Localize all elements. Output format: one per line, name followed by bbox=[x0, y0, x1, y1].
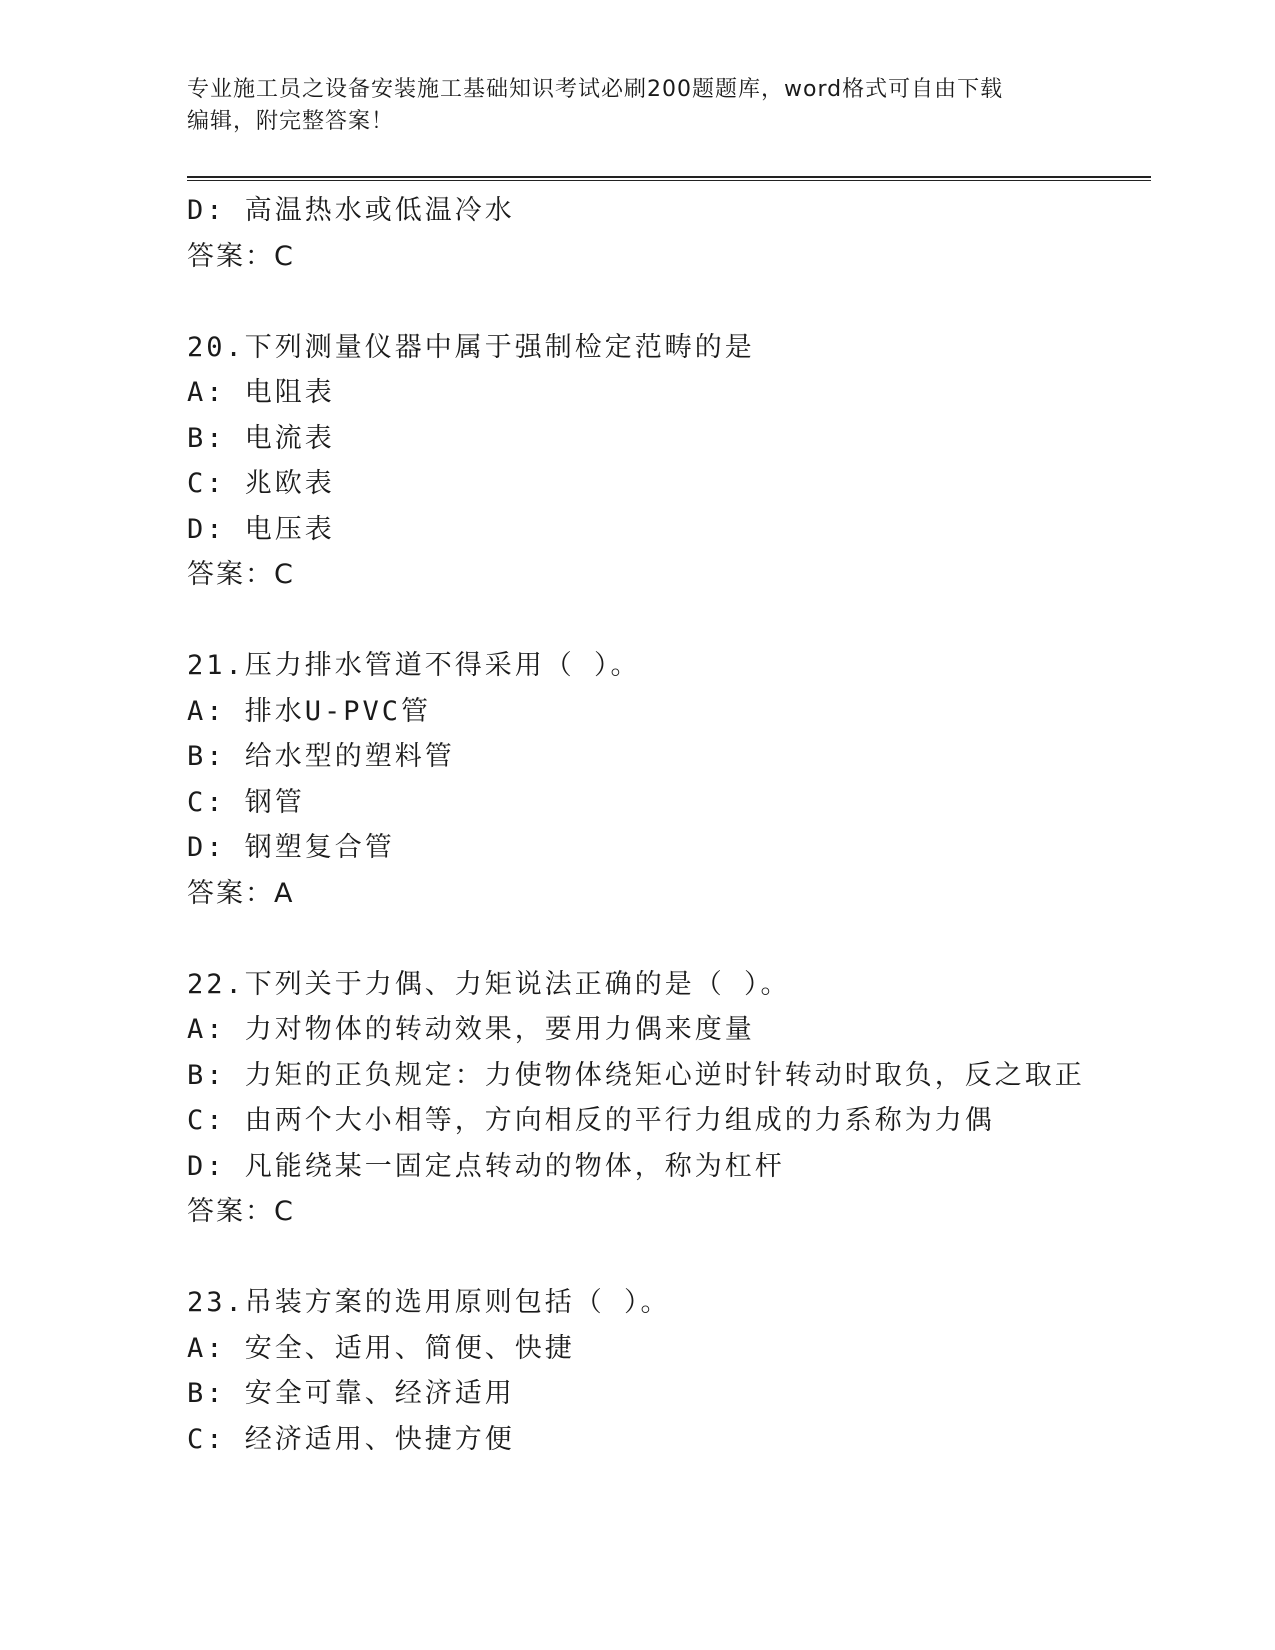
option-b: B: 力矩的正负规定：力使物体绕矩心逆时针转动时取负，反之取正 bbox=[187, 1059, 1085, 1091]
question-23 bbox=[187, 1280, 1087, 1462]
option-c: C: 钢管 bbox=[187, 786, 305, 818]
spacer bbox=[187, 598, 1087, 644]
option-b: B: 给水型的塑料管 bbox=[187, 741, 455, 772]
answer-label: 答案：C bbox=[187, 1196, 295, 1227]
option-c: C: 由两个大小相等，方向相反的平行力组成的力系称为力偶 bbox=[187, 1105, 995, 1136]
question-21 bbox=[187, 643, 1087, 916]
question-stem: 23.吊装方案的选用原则包括（ ）。 bbox=[187, 1287, 671, 1318]
option-d: D: 电压表 bbox=[187, 513, 335, 545]
option-c: C: 兆欧表 bbox=[187, 468, 335, 499]
question-22 bbox=[187, 962, 1087, 1235]
option-d: D: 钢塑复合管 bbox=[187, 832, 395, 863]
option-d: D: 高温热水或低温冷水 bbox=[187, 195, 515, 226]
spacer bbox=[187, 279, 1087, 325]
page-header bbox=[187, 74, 1067, 138]
header-title-line-1: 专业施工员之设备安装施工基础知识考试必刷200题题库，word格式可自由下载 bbox=[187, 77, 1004, 102]
question-stem: 22.下列关于力偶、力矩说法正确的是（ ）。 bbox=[187, 968, 791, 1000]
option-a: A: 排水U-PVC管 bbox=[187, 695, 432, 727]
spacer bbox=[187, 1235, 1087, 1281]
answer-label: 答案：C bbox=[187, 240, 295, 272]
option-b: B: 电流表 bbox=[187, 422, 335, 454]
question-list bbox=[187, 188, 1087, 1462]
option-a: A: 电阻表 bbox=[187, 377, 335, 408]
header-title-line-2: 编辑，附完整答案！ bbox=[187, 109, 395, 134]
answer-label: 答案：A bbox=[187, 877, 295, 909]
answer-label: 答案：C bbox=[187, 559, 295, 590]
question-20 bbox=[187, 325, 1087, 598]
spacer bbox=[187, 916, 1087, 962]
option-a: A: 力对物体的转动效果，要用力偶来度量 bbox=[187, 1014, 755, 1045]
option-a: A: 安全、适用、简便、快捷 bbox=[187, 1332, 575, 1364]
option-b: B: 安全可靠、经济适用 bbox=[187, 1378, 515, 1409]
question-stem: 21.压力排水管道不得采用（ ）。 bbox=[187, 650, 641, 681]
question-fragment bbox=[187, 188, 1087, 279]
option-c: C: 经济适用、快捷方便 bbox=[187, 1423, 515, 1455]
option-d: D: 凡能绕某一固定点转动的物体，称为杠杆 bbox=[187, 1150, 785, 1182]
question-stem: 20.下列测量仪器中属于强制检定范畴的是 bbox=[187, 331, 755, 363]
header-divider bbox=[187, 176, 1151, 181]
